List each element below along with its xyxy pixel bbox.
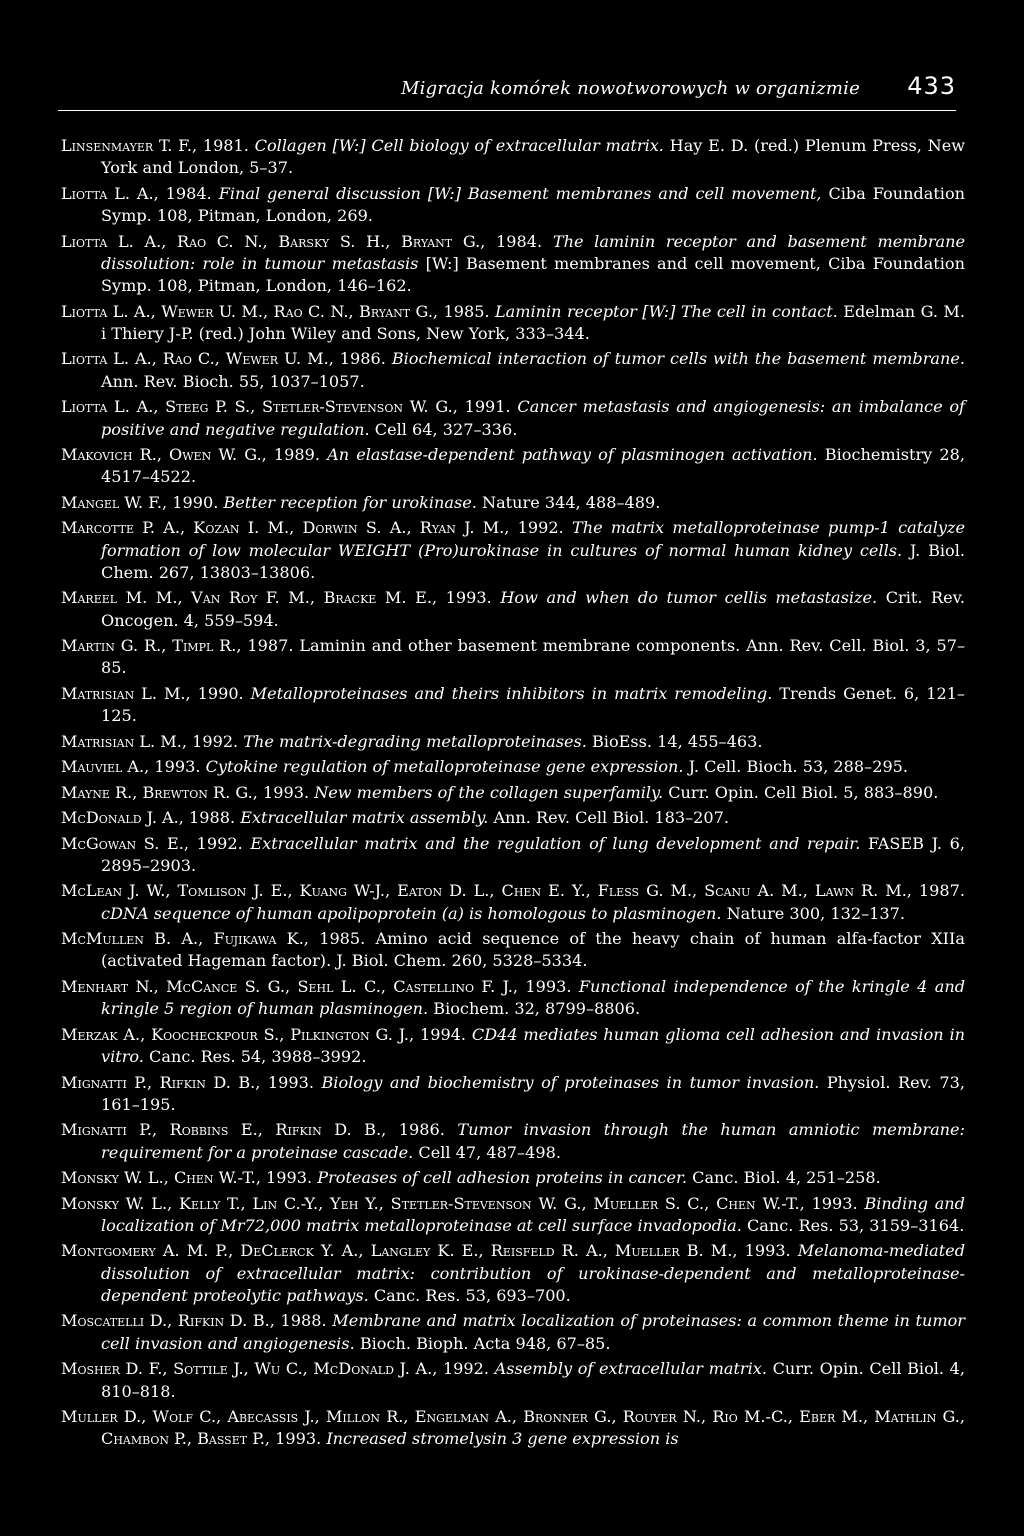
reference-entry	[61, 1310, 965, 1355]
reference-source: Curr. Opin. Cell Biol. 4, 810–818.	[101, 1359, 965, 1401]
reference-title: Assembly of extracellular matrix.	[494, 1359, 773, 1379]
reference-title: The laminin receptor and basement membrane dissolution: role in tumour metastasis	[101, 231, 965, 273]
reference-title: Cytokine regulation of metalloproteinase gene expression.	[205, 757, 689, 777]
running-head	[58, 72, 956, 111]
reference-entry	[61, 1119, 965, 1164]
reference-entry	[61, 396, 965, 441]
reference-authors: Mangel W. F., 1990.	[61, 492, 224, 512]
reference-source: Nature 300, 132–137.	[726, 903, 905, 923]
reference-source: Biochemistry 28, 4517–4522.	[101, 444, 965, 487]
reference-entry	[61, 635, 965, 680]
reference-entry	[61, 782, 965, 804]
reference-source: BioEss. 14, 455–463.	[591, 731, 763, 751]
reference-title: Laminin receptor [W:] The cell in contact.	[494, 301, 844, 321]
reference-entry	[61, 231, 965, 298]
reference-authors: Menhart N., McCance S. G., Sehl L. C., Castellino F. J., 1993.	[61, 976, 579, 996]
reference-title: Tumor invasion through the human amniotic membrane: requirement for a proteinase cascade.	[101, 1120, 965, 1162]
reference-entry	[61, 833, 965, 878]
reference-entry	[61, 1167, 965, 1189]
reference-source: Canc. Res. 53, 3159–3164.	[746, 1215, 965, 1235]
reference-source: Amino acid sequence of the heavy chain of human alfa-factor XIIa (activated Hageman factor). J. Biol. Chem. 260, 5328–5334.	[101, 929, 965, 971]
reference-source: Hay E. D. (red.) Plenum Press, New York and London, 5–37.	[101, 136, 965, 178]
reference-source: Ann. Rev. Cell Biol. 183–207.	[493, 808, 729, 828]
reference-authors: Liotta L. A., 1984.	[61, 183, 219, 203]
reference-authors: Mauviel A., 1993.	[61, 757, 206, 777]
reference-title: Biology and biochemistry of proteinases in tumor invasion.	[321, 1072, 827, 1092]
page-number: 433	[907, 72, 956, 100]
reference-title: Metalloproteinases and theirs inhibitors in matrix remodeling.	[250, 683, 780, 703]
reference-source: J. Cell. Bioch. 53, 288–295.	[688, 757, 909, 777]
reference-authors: Montgomery A. M. P., DeClerck Y. A., Langley K. E., Reisfeld R. A., Mueller B. M., 1993.	[61, 1241, 798, 1261]
reference-entry	[61, 1072, 965, 1117]
reference-authors: Mayne R., Brewton R. G., 1993.	[61, 782, 315, 802]
reference-authors: McLean J. W., Tomlison J. E., Kuang W-J., Eaton D. L., Chen E. Y., Fless G. M., Scanu A. M., Lawn R. M., 1987.	[61, 881, 965, 901]
reference-source: Physiol. Rev. 73, 161–195.	[101, 1072, 966, 1114]
reference-source: J. Biol. Chem. 267, 13803–13806.	[101, 540, 965, 582]
reference-title: The matrix-degrading metalloproteinases.	[243, 731, 592, 751]
reference-title: Cancer metastasis and angiogenesis: an imbalance of positive and negative regulation.	[101, 397, 965, 439]
reference-source: Laminin and other basement membrane components. Ann. Rev. Cell. Biol. 3, 57–85.	[101, 636, 966, 678]
reference-authors: Moscatelli D., Rifkin D. B., 1988.	[61, 1311, 333, 1331]
reference-title: Biochemical interaction of tumor cells with the basement membrane.	[391, 349, 965, 369]
reference-entry	[61, 135, 965, 180]
reference-authors: Liotta L. A., Rao C., Wewer U. M., 1986.	[61, 349, 392, 369]
reference-entry	[61, 976, 965, 1021]
reference-title: Final general discussion [W:] Basement membranes and cell movement,	[218, 183, 829, 203]
reference-source: Bioch. Bioph. Acta 948, 67–85.	[359, 1333, 611, 1353]
reference-source: FASEB J. 6, 2895–2903.	[101, 833, 965, 875]
reference-entry	[61, 587, 965, 632]
reference-authors: Merzak A., Koocheckpour S., Pilkington G. J., 1994.	[61, 1024, 472, 1044]
reference-entry	[61, 301, 965, 346]
reference-source: Edelman G. M. i Thiery J-P. (red.) John Wiley and Sons, New York, 333–344.	[101, 301, 965, 343]
reference-authors: Muller D., Wolf C., Abecassis J., Millon R., Engelman A., Bronner G., Rouyer N., Rio M.-C., Eber M., Mathlin G., Chambon P., Basset P., 1993.	[61, 1406, 965, 1449]
reference-title: Collagen [W:] Cell biology of extracellular matrix.	[254, 136, 670, 155]
reference-source: Ann. Rev. Bioch. 55, 1037–1057.	[101, 371, 365, 391]
reference-title: Extracellular matrix and the regulation of lung development and repair.	[250, 833, 868, 853]
reference-entry	[61, 444, 965, 489]
reference-source: Crit. Rev. Oncogen. 4, 559–594.	[101, 588, 965, 630]
reference-authors: Marcotte P. A., Kozan I. M., Dorwin S. A., Ryan J. M., 1992.	[61, 518, 572, 538]
reference-source: [W:] Basement membranes and cell movement, Ciba Foundation Symp. 108, Pitman, London, 146–162.	[101, 253, 965, 296]
reference-authors: Makovich R., Owen W. G., 1989.	[61, 444, 328, 464]
reference-authors: McMullen B. A., Fujikawa K., 1985.	[61, 929, 376, 949]
reference-entry	[61, 1193, 965, 1238]
reference-title: How and when do tumor cellis metastasize.	[500, 588, 886, 608]
reference-entry	[61, 183, 965, 228]
reference-source: Nature 344, 488–489.	[482, 492, 661, 512]
reference-authors: Matrisian L. M., 1992.	[61, 731, 244, 751]
reference-authors: Liotta L. A., Wewer U. M., Rao C. N., Bryant G., 1985.	[61, 301, 495, 321]
reference-entry	[61, 731, 965, 753]
reference-authors: Monsky W. L., Chen W.-T., 1993.	[61, 1168, 318, 1188]
reference-entry	[61, 928, 965, 973]
reference-authors: Liotta L. A., Steeg P. S., Stetler-Stevenson W. G., 1991.	[61, 397, 518, 417]
reference-entry	[61, 1024, 965, 1069]
reference-title: Better reception for urokinase.	[223, 492, 482, 512]
reference-entry	[61, 492, 965, 514]
reference-source: Cell 64, 327–336.	[374, 419, 518, 439]
reference-entry	[61, 1358, 965, 1403]
running-title: Migracja komórek nowotworowych w organizmie	[401, 78, 860, 99]
reference-title: Binding and localization of Mr72,000 matrix metalloproteinase at cell surface invadopodia.	[101, 1193, 965, 1235]
reference-title: Increased stromelysin 3 gene expression is	[326, 1429, 679, 1449]
reference-entry	[61, 807, 965, 829]
reference-list	[61, 135, 965, 1454]
reference-source: Biochem. 32, 8799–8806.	[433, 999, 641, 1019]
reference-source: Canc. Res. 54, 3988–3992.	[149, 1047, 367, 1067]
reference-title: The matrix metalloproteinase pump-1 catalyze formation of low molecular WEIGHT (Pro)urokinase in cultures of normal human kidney cells.	[101, 518, 965, 560]
reference-source: Canc. Res. 53, 693–700.	[373, 1285, 571, 1305]
reference-authors: McDonald J. A., 1988.	[61, 808, 241, 828]
reference-title: cDNA sequence of human apolipoprotein (a) is homologous to plasminogen.	[101, 903, 727, 923]
reference-authors: Linsenmayer T. F., 1981.	[61, 136, 255, 155]
reference-source: Ciba Foundation Symp. 108, Pitman, London, 269.	[101, 183, 966, 226]
reference-source: Curr. Opin. Cell Biol. 5, 883–890.	[668, 782, 939, 802]
reference-authors: Monsky W. L., Kelly T., Lin C.-Y., Yeh Y., Stetler-Stevenson W. G., Mueller S. C., Chen W.-T., 1993.	[61, 1193, 865, 1213]
reference-title: Functional independence of the kringle 4 and kringle 5 region of human plasminogen.	[101, 976, 966, 1019]
reference-entry	[61, 517, 965, 584]
reference-source: Canc. Biol. 4, 251–258.	[692, 1168, 881, 1188]
reference-source: Trends Genet. 6, 121–125.	[101, 683, 965, 726]
reference-authors: Liotta L. A., Rao C. N., Barsky S. H., Bryant G., 1984.	[61, 231, 553, 251]
reference-title: Membrane and matrix localization of proteinases: a common theme in tumor cell invasion and angiogenesis.	[101, 1311, 965, 1353]
reference-title: Extracellular matrix assembly.	[240, 808, 494, 828]
reference-authors: Matrisian L. M., 1990.	[61, 683, 251, 703]
reference-authors: McGowan S. E., 1992.	[61, 833, 251, 853]
reference-authors: Mareel M. M., Van Roy F. M., Bracke M. E., 1993.	[61, 588, 501, 608]
reference-entry	[61, 880, 965, 925]
reference-title: New members of the collagen superfamily.	[314, 782, 669, 802]
reference-entry	[61, 348, 965, 393]
reference-title: Melanoma-mediated dissolution of extracellular matrix: contribution of urokinase-dependent and metalloproteinase-dependent proteolytic pathways.	[101, 1241, 965, 1305]
reference-title: CD44 mediates human glioma cell adhesion and invasion in vitro.	[101, 1024, 965, 1067]
reference-entry	[61, 683, 965, 728]
reference-title: Proteases of cell adhesion proteins in cancer.	[317, 1168, 693, 1188]
reference-entry	[61, 1240, 965, 1307]
reference-entry	[61, 756, 965, 778]
reference-title: An elastase-dependent pathway of plasminogen activation.	[327, 444, 825, 464]
reference-authors: Mosher D. F., Sottile J., Wu C., McDonald J. A., 1992.	[61, 1359, 495, 1379]
reference-authors: Mignatti P., Rifkin D. B., 1993.	[61, 1072, 322, 1092]
reference-authors: Martin G. R., Timpl R., 1987.	[61, 636, 300, 656]
reference-entry	[61, 1406, 965, 1451]
reference-authors: Mignatti P., Robbins E., Rifkin D. B., 1986.	[61, 1120, 458, 1140]
reference-source: Cell 47, 487–498.	[418, 1142, 561, 1162]
